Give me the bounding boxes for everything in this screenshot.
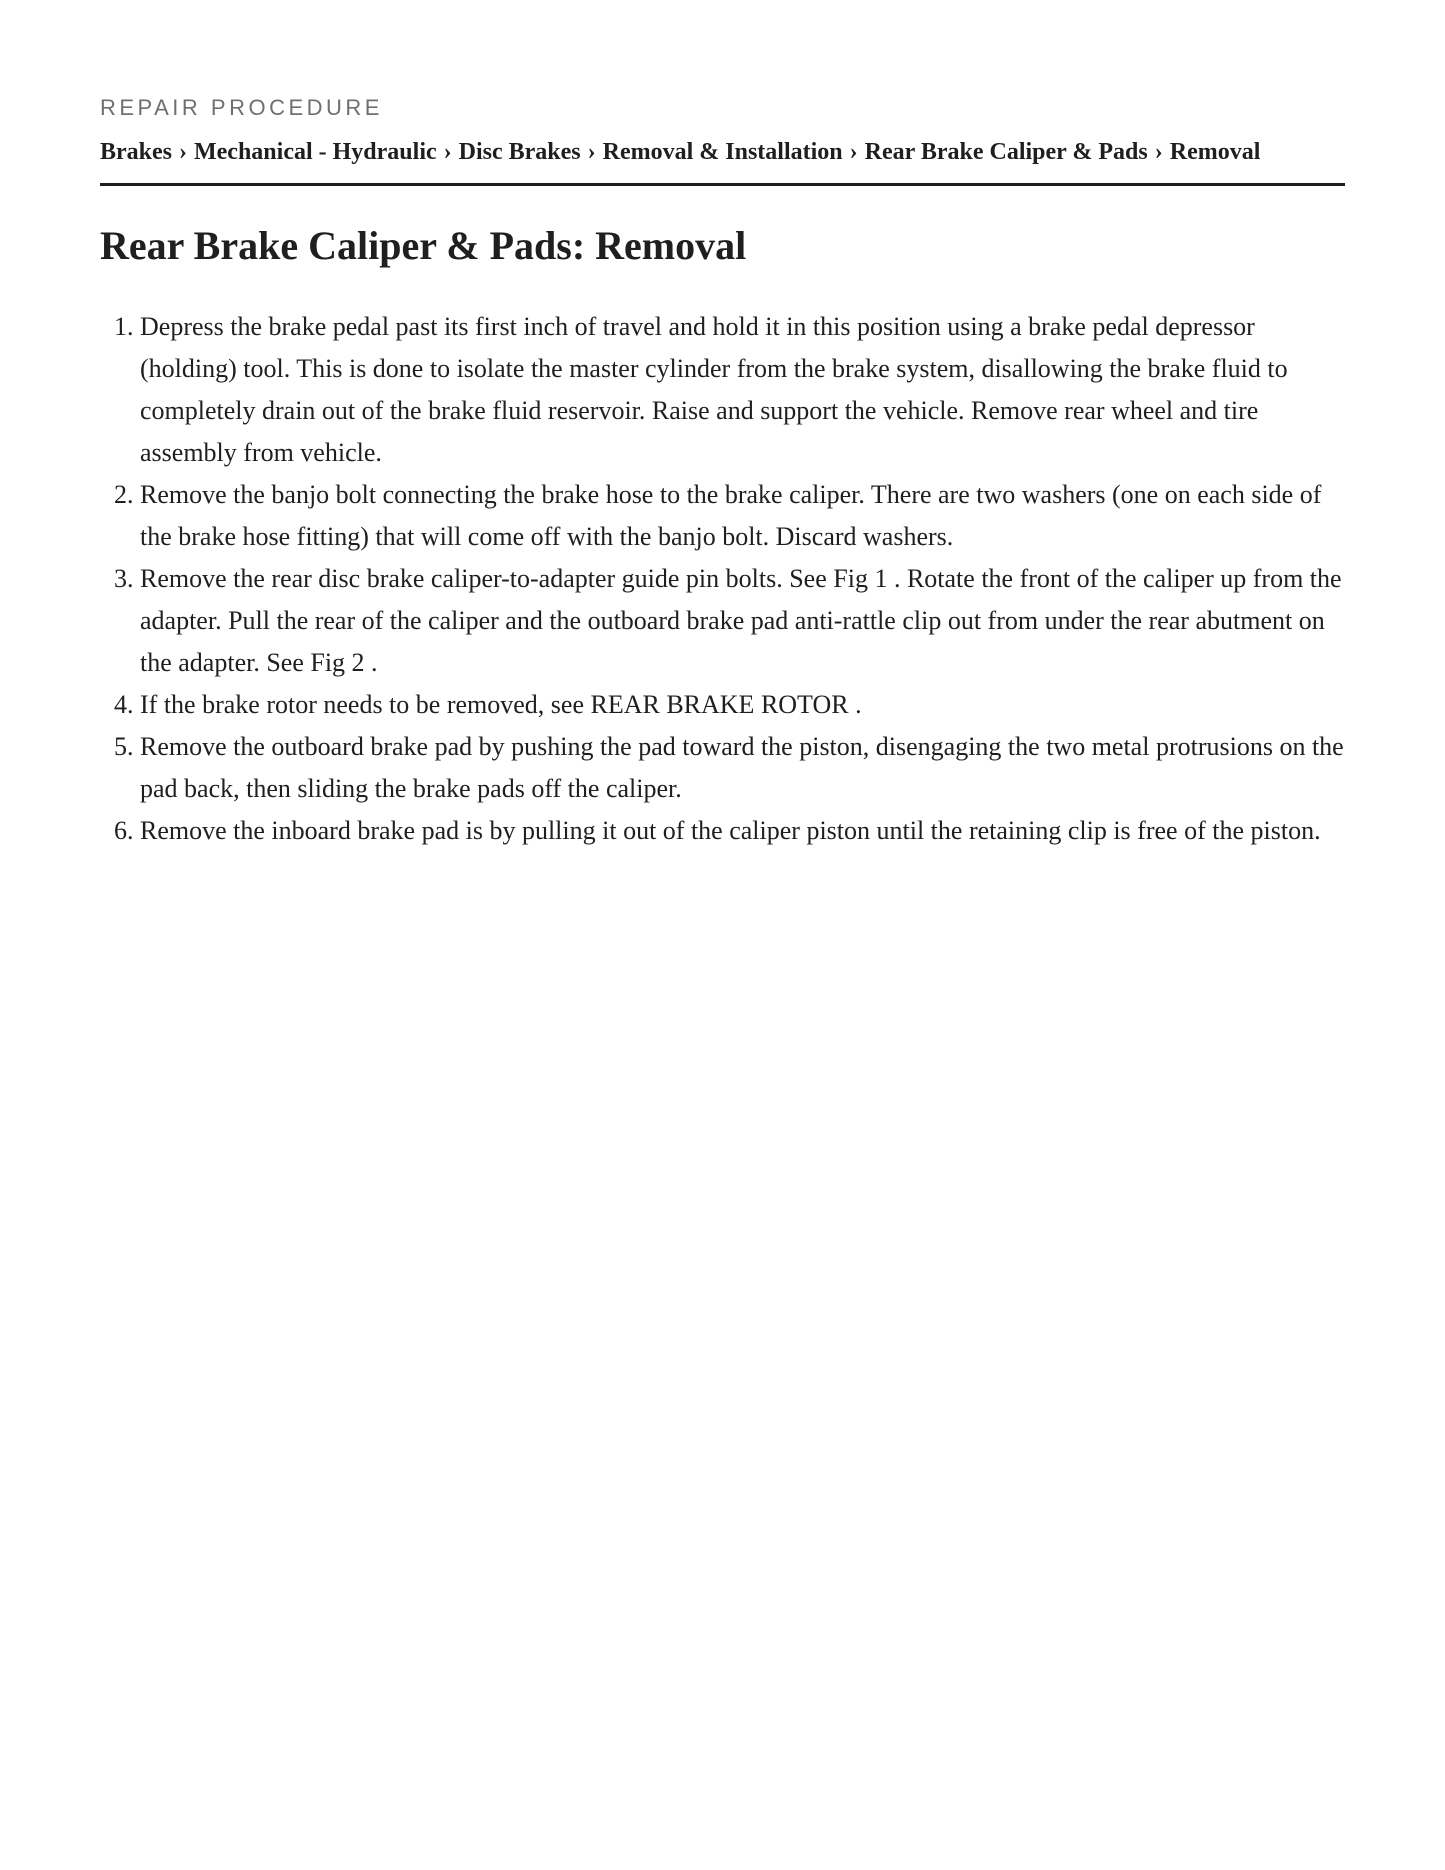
breadcrumb-item-current: Removal [1169,139,1261,165]
breadcrumb-item[interactable]: Rear Brake Caliper & Pads [864,139,1148,165]
breadcrumb-item[interactable]: Mechanical - Hydraulic [194,139,437,165]
breadcrumb-separator: › [849,139,858,165]
section-kicker: REPAIR PROCEDURE [100,95,383,120]
procedure-step: 6. Remove the inboard brake pad is by pulling it out of the caliper piston until the retaining clip is free of the piston. [140,810,1345,852]
procedure-step: 1. Depress the brake pedal past its first inch of travel and hold it in this position using a brake pedal depressor (holding) tool. This is done to isolate the master cylinder from the brake system, disallowing the brake fluid to completely drain out of the brake fluid reservoir. Raise and support the vehicle. Remove rear wheel and tire assembly from vehicle. [140,306,1345,474]
breadcrumb-separator: › [587,139,596,165]
breadcrumb-separator: › [1154,139,1163,165]
page-title: Rear Brake Caliper & Pads: Removal [100,223,747,268]
breadcrumb-separator: › [179,139,187,165]
breadcrumb-item[interactable]: Removal & Installation [602,139,843,165]
procedure-steps [100,306,1345,852]
header-divider [100,183,1345,186]
breadcrumb [100,137,1345,167]
procedure-step: 5. Remove the outboard brake pad by pushing the pad toward the piston, disengaging the two metal protrusions on the pad back, then sliding the brake pads off the caliper. [140,726,1345,810]
breadcrumb-item[interactable]: Disc Brakes [458,139,581,165]
breadcrumb-item[interactable]: Brakes [100,139,172,165]
procedure-step: 3. Remove the rear disc brake caliper-to-adapter guide pin bolts. See Fig 1 . Rotate the front of the caliper up from the adapter. Pull the rear of the caliper and the outboard brake pad anti-rattle clip out from under the rear abutment on the adapter. See Fig 2 . [140,558,1345,684]
procedure-step: 2. Remove the banjo bolt connecting the brake hose to the brake caliper. There are two washers (one on each side of the brake hose fitting) that will come off with the banjo bolt. Discard washers. [140,474,1345,558]
breadcrumb-separator: › [443,139,452,165]
procedure-step: 4. If the brake rotor needs to be removed, see REAR BRAKE ROTOR . [140,684,1345,726]
